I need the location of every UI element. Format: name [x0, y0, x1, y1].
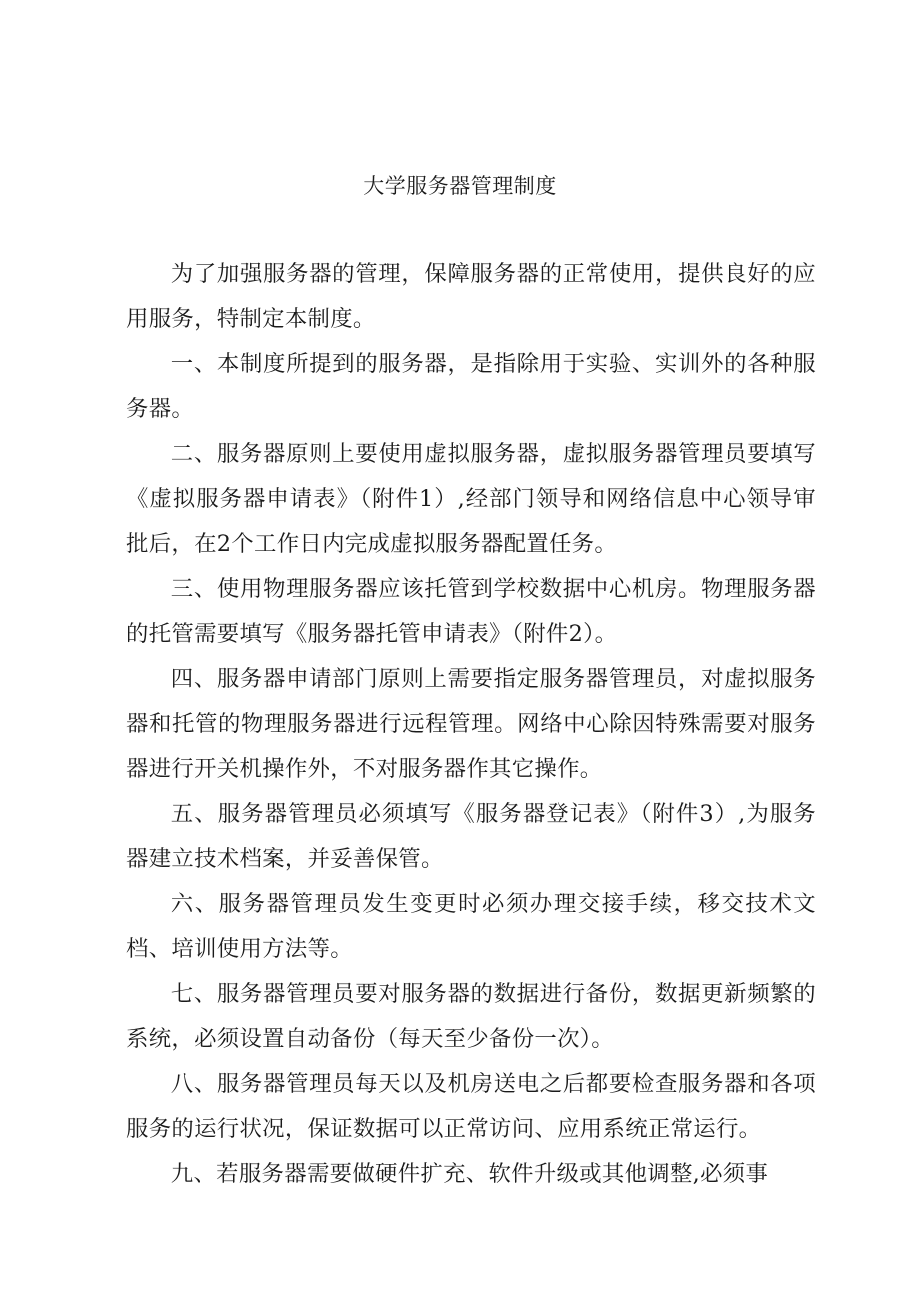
- paragraph-item-8: 八、服务器管理员每天以及机房送电之后都要检查服务器和各项服务的运行状况，保证数据可以正常访问、应用系统正常运行。: [126, 1071, 816, 1142]
- paragraph-item-2: 二、服务器原则上要使用虚拟服务器，虚拟服务器管理员要填写《虚拟服务器申请表》（附件1）,经部门领导和网络信息中心领导审批后，在2个工作日内完成虚拟服务器配置任务。: [126, 441, 816, 557]
- document-title: 大学服务器管理制度: [363, 174, 557, 198]
- paragraph-item-5: 五、服务器管理员必须填写《服务器登记表》（附件3）,为服务器建立技术档案，并妥善保管。: [126, 801, 816, 872]
- paragraph-item-4: 四、服务器申请部门原则上需要指定服务器管理员，对虚拟服务器和托管的物理服务器进行远程管理。网络中心除因特殊需要对服务器进行开关机操作外，不对服务器作其它操作。: [126, 666, 816, 782]
- paragraph-intro: 为了加强服务器的管理，保障服务器的正常使用，提供良好的应用服务，特制定本制度。: [126, 261, 816, 332]
- paragraph-item-6: 六、服务器管理员发生变更时必须办理交接手续，移交技术文档、培训使用方法等。: [126, 891, 816, 962]
- paragraph-item-3: 三、使用物理服务器应该托管到学校数据中心机房。物理服务器的托管需要填写《服务器托管申请表》（附件2）。: [126, 576, 816, 647]
- paragraph-item-9: 九、若服务器需要做硬件扩充、软件升级或其他调整,必须事: [170, 1161, 769, 1187]
- paragraph-item-1: 一、本制度所提到的服务器，是指除用于实验、实训外的各种服务器。: [126, 351, 816, 422]
- paragraph-item-7: 七、服务器管理员要对服务器的数据进行备份，数据更新频繁的系统，必须设置自动备份（每天至少备份一次）。: [126, 981, 816, 1052]
